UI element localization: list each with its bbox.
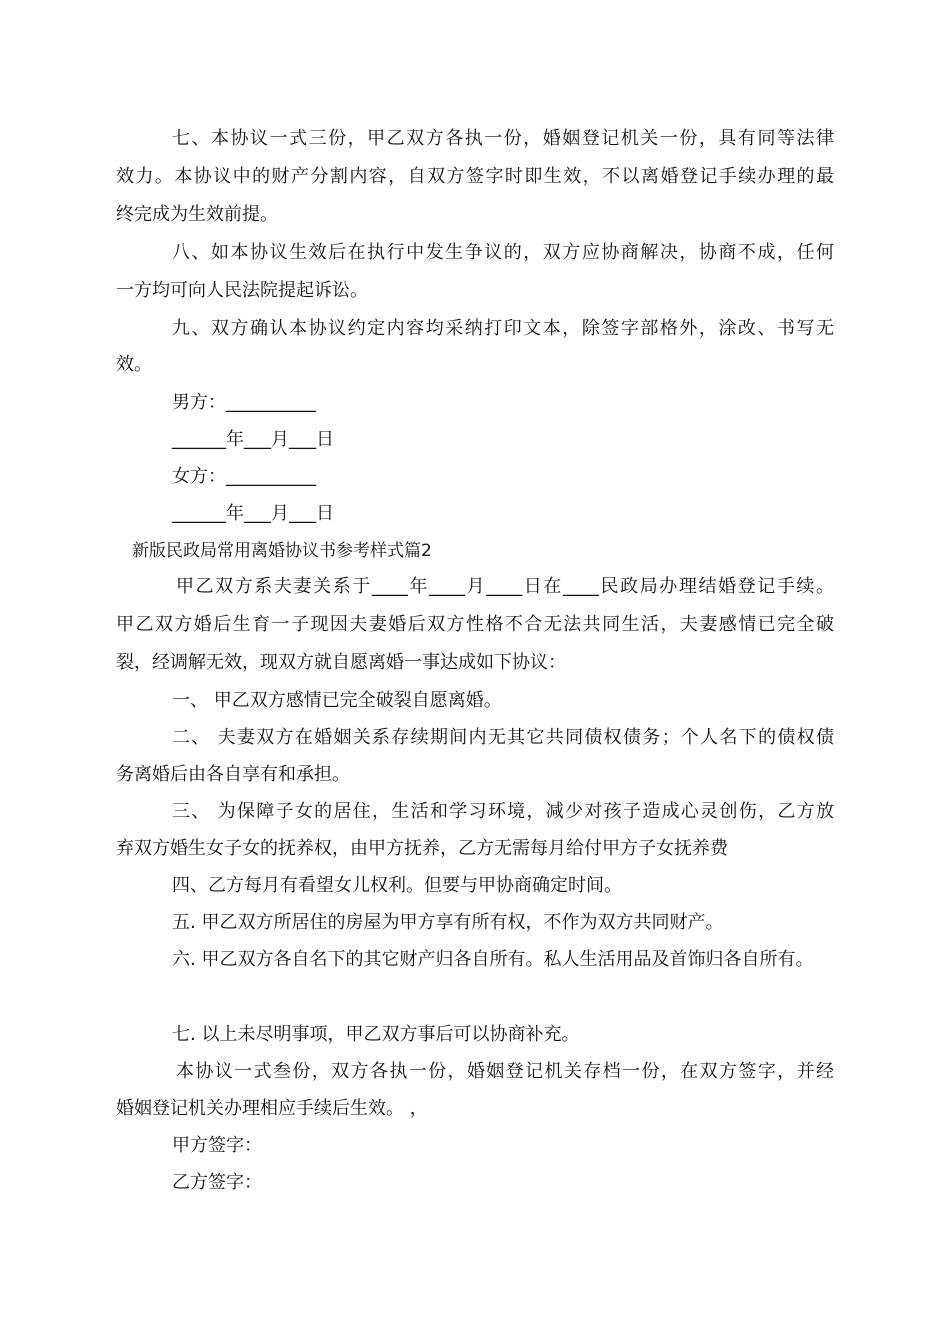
clause-two-line-2: 务离婚后由各自享有和承担。	[116, 764, 350, 785]
clause-two-line-1: 二、 夫妻双方在婚姻关系存续期间内无其它共同债权债务；个人名下的债权债	[172, 727, 834, 748]
paragraph-eight-line-2: 一方均可向人民法院提起诉讼。	[116, 280, 368, 301]
paragraph-eight-line-1: 八、如本协议生效后在执行中发生争议的，双方应协商解决，协商不成，任何	[172, 242, 834, 263]
paragraph-nine-line-1: 九、双方确认本协议约定内容均采纳打印文本，除签字部格外，涂改、书写无	[172, 318, 834, 339]
paragraph-seven-line-3: 终完成为生效前提。	[116, 204, 278, 225]
paragraph-seven-line-2: 效力。本协议中的财产分割内容，自双方签字时即生效，不以离婚登记手续办理的最	[116, 166, 834, 187]
female-date-line: ______年___月___日	[172, 503, 334, 524]
clause-six: 六. 甲乙双方各自名下的其它财产归各自所有。私人生活用品及首饰归各自所有。	[172, 949, 814, 970]
party-b-signature: 乙方签字：	[172, 1172, 262, 1193]
clause-four: 四、乙方每月有看望女儿权利。但要与甲协商确定时间。	[172, 875, 622, 896]
clause-one: 一、 甲乙双方感情已完全破裂自愿离婚。	[172, 690, 502, 711]
clause-three-line-1: 三、 为保障子女的居住，生活和学习环境，减少对孩子造成心灵创伤，乙方放	[172, 801, 834, 822]
clause-seven: 七. 以上未尽明事项，甲乙双方事后可以协商补充。	[172, 1024, 580, 1045]
clause-five: 五. 甲乙双方所居住的房屋为甲方享有所有权，不作为双方共同财产。	[172, 912, 724, 933]
closing-line-2: 婚姻登记机关办理相应手续后生效。 ，	[116, 1098, 428, 1119]
male-date-line: ______年___月___日	[172, 429, 334, 450]
closing-line-1: 本协议一式叁份，双方各执一份，婚姻登记机关存档一份，在双方签字，并经	[176, 1061, 834, 1082]
intro-line-1: 甲乙双方系夫妻关系于____年____月____日在____民政局办理结婚登记手续。	[176, 576, 834, 597]
paragraph-seven-line-1: 七、本协议一式三份，甲乙双方各执一份，婚姻登记机关一份，具有同等法律	[172, 128, 834, 149]
intro-line-2: 甲乙双方婚后生育一子现因夫妻婚后双方性格不合无法共同生活，夫妻感情已完全破	[116, 614, 834, 635]
clause-three-line-2: 弃双方婚生女子女的抚养权，由甲方抚养，乙方无需每月给付甲方子女抚养费	[116, 838, 728, 859]
paragraph-nine-line-2: 效。	[116, 354, 152, 375]
party-a-signature: 甲方签字：	[172, 1135, 262, 1156]
section-title: 新版民政局常用离婚协议书参考样式篇2	[132, 541, 432, 561]
male-signature-line: 男方：__________	[172, 392, 316, 413]
intro-line-3: 裂，经调解无效，现双方就自愿离婚一事达成如下协议：	[116, 652, 566, 673]
female-signature-line: 女方：__________	[172, 466, 316, 487]
